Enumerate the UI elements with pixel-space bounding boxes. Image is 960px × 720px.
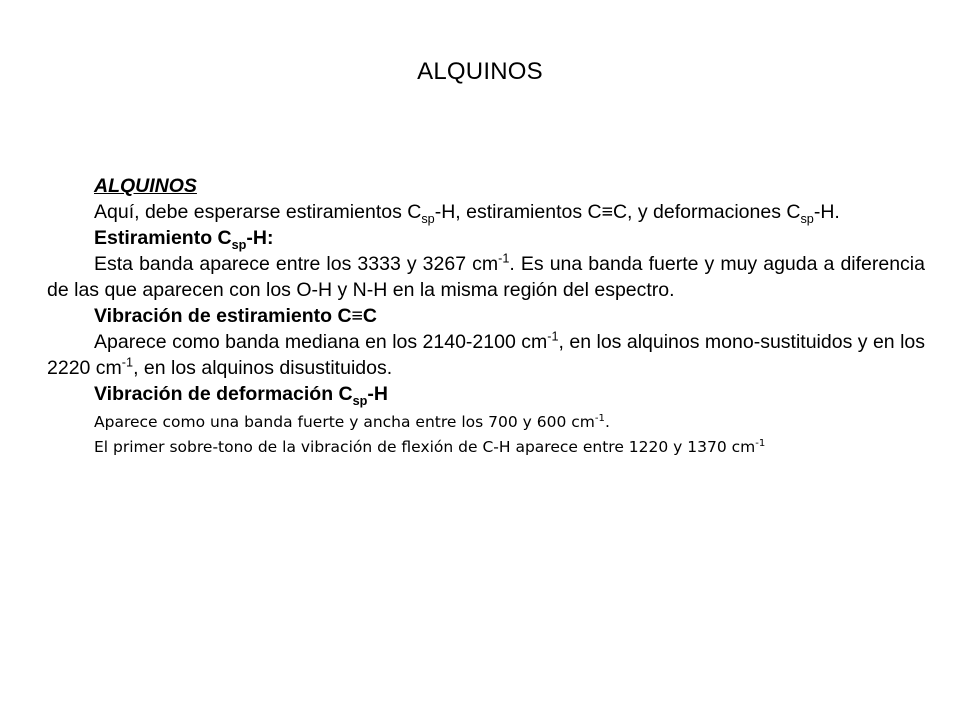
section1-title [47,225,925,251]
section2-title: Vibración de estiramiento C≡C [94,305,378,327]
superscript: -1 [547,329,559,344]
text-run: Esta banda aparece entre los 3333 y 3267 cm [94,253,499,275]
superscript: -1 [755,437,766,449]
text-run: Estiramiento C [94,227,232,249]
text-run: Aparece como banda mediana en los 2140-2100 cm [94,331,548,353]
section2-body [47,329,925,381]
slide-title: ALQUINOS [417,58,543,85]
text-run: . Es una banda fuerte y muy aguda a diferencia de las que aparecen con los O-H y N-H en la misma región del espectro. [47,253,925,301]
subscript: sp [800,211,814,226]
section3-body-1 [47,410,925,435]
text-run: El primer sobre-tono de la vibración de flexión de C-H aparece entre 1220 y 1370 cm [94,438,756,456]
section3-body-2 [47,435,925,460]
superscript: -1 [594,412,605,424]
superscript: -1 [121,355,134,370]
subscript: sp [231,237,247,252]
text-run: Aparece como una banda fuerte y ancha entre los 700 y 600 cm [94,413,595,431]
text-run: Vibración de deformación C [94,383,353,405]
subscript: sp [421,211,435,226]
slide-content [47,173,925,460]
text-run: -H. [813,201,840,223]
section3-title [47,381,925,407]
intro-paragraph [47,199,925,225]
section-heading: ALQUINOS [94,175,197,197]
text-run: -H [367,383,388,405]
text-run: . [604,413,610,431]
subscript: sp [352,393,368,408]
text-run: , en los alquinos mono-sustituidos y en los 2220 cm [47,331,925,379]
text-run: Aquí, debe esperarse estiramientos C [94,201,422,223]
superscript: -1 [498,251,510,266]
text-run: -H: [246,227,274,249]
text-run: -H, estiramientos C≡C, y deformaciones C [434,201,801,223]
text-run: , en los alquinos disustituidos. [133,357,393,379]
section1-body [47,251,925,303]
